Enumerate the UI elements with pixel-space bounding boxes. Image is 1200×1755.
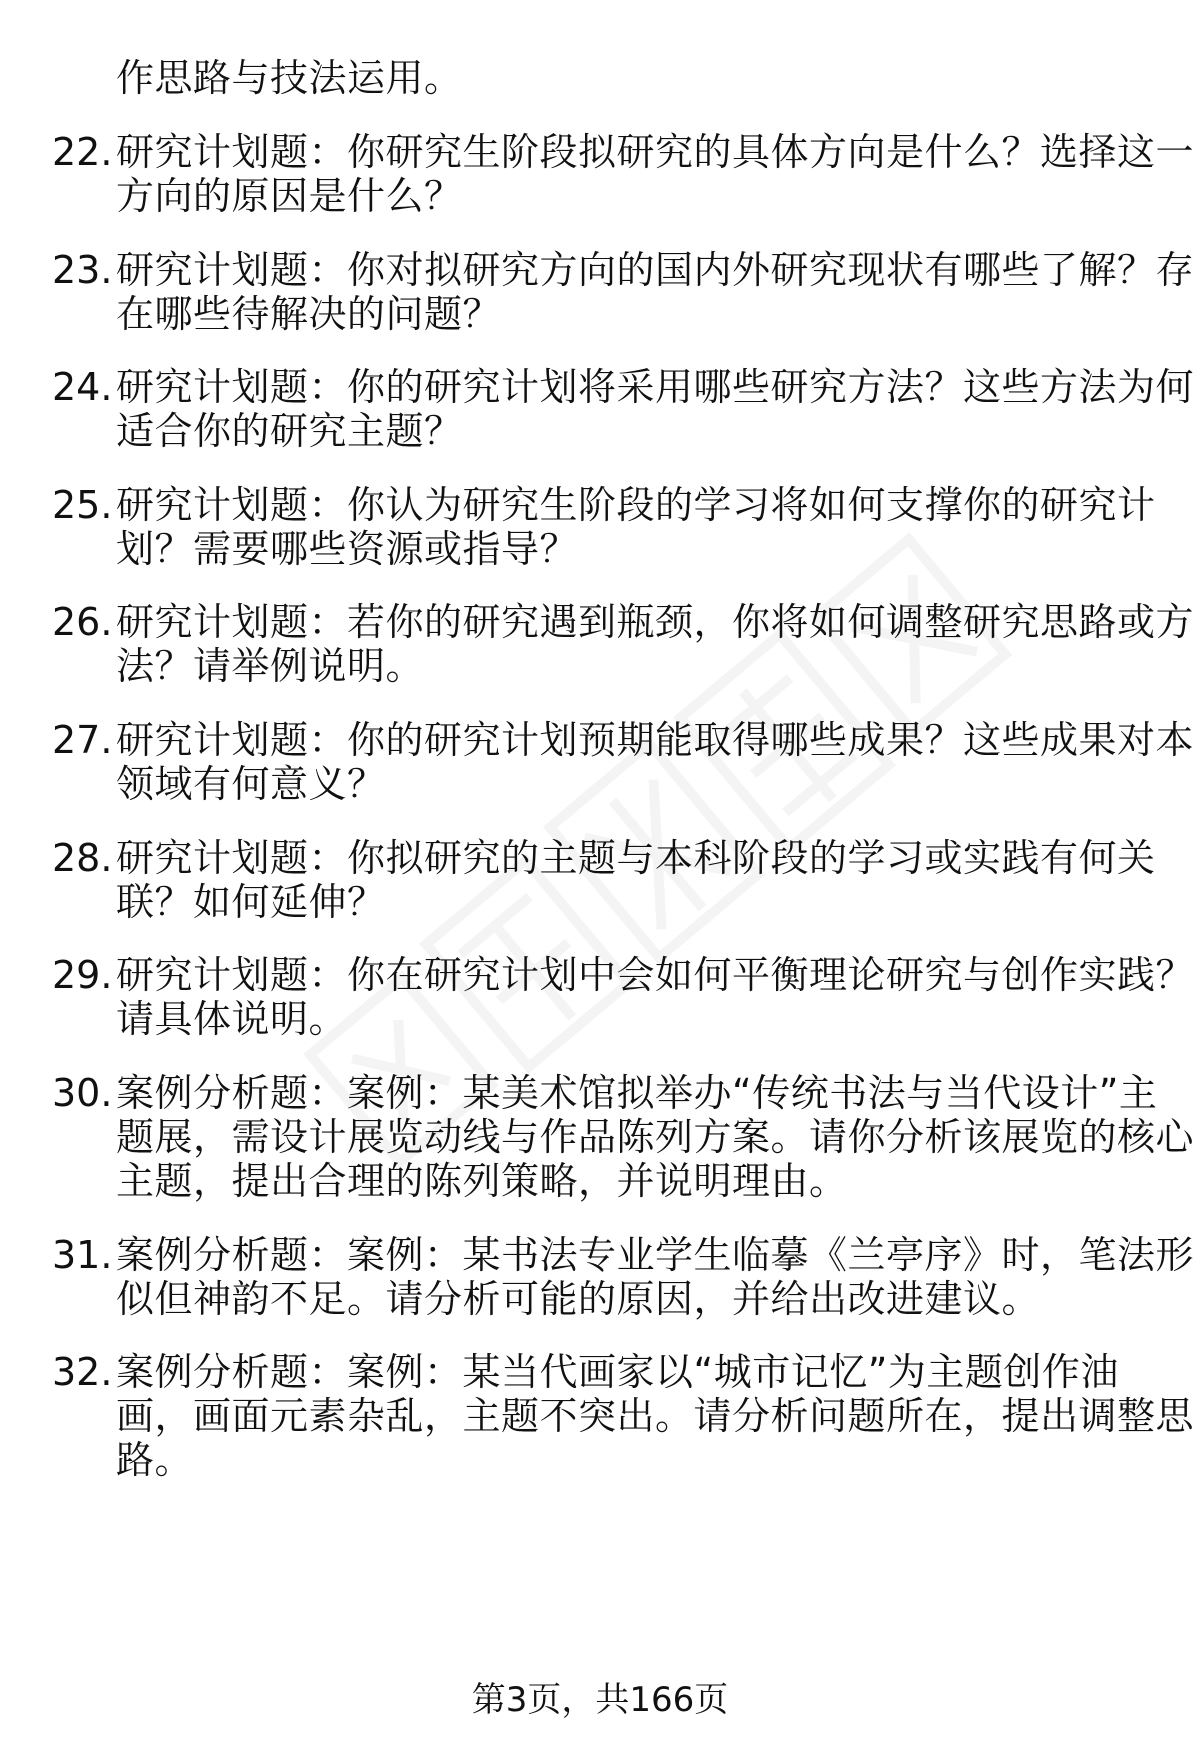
question-line: 案例分析题：案例：某美术馆拟举办“传统书法与当代设计”主 xyxy=(116,1071,1158,1115)
question-number: 22. xyxy=(52,130,113,174)
question-line: 研究计划题：你拟研究的主题与本科阶段的学习或实践有何关 xyxy=(116,836,1156,880)
question-line: 案例分析题：案例：某书法专业学生临摹《兰亭序》时，笔法形 xyxy=(116,1233,1195,1277)
page-number-footer: 第3页，共166页 xyxy=(471,1680,729,1720)
question-line: 路。 xyxy=(116,1438,194,1482)
question-number: 26. xyxy=(52,600,113,644)
question-number: 28. xyxy=(52,836,113,880)
question-number: 31. xyxy=(52,1233,113,1277)
question-line: 主题，提出合理的陈列策略，并说明理由。 xyxy=(116,1159,848,1203)
question-line: 联？如何延伸？ xyxy=(116,880,386,924)
question-line: 题展，需设计展览动线与作品陈列方案。请你分析该展览的核心 xyxy=(116,1115,1195,1159)
question-number: 29. xyxy=(52,953,113,997)
question-line: 研究计划题：你研究生阶段拟研究的具体方向是什么？选择这一 xyxy=(116,130,1195,174)
question-number: 30. xyxy=(52,1071,113,1115)
question-line: 在哪些待解决的问题？ xyxy=(116,292,502,336)
question-line: 研究计划题：你的研究计划将采用哪些研究方法？这些方法为何 xyxy=(116,365,1195,409)
question-line: 划？需要哪些资源或指导？ xyxy=(116,527,579,571)
question-line: 研究计划题：你的研究计划预期能取得哪些成果？这些成果对本 xyxy=(116,718,1195,762)
question-line: 案例分析题：案例：某当代画家以“城市记忆”为主题创作油 xyxy=(116,1350,1119,1394)
question-line: 研究计划题：你在研究计划中会如何平衡理论研究与创作实践？ xyxy=(116,953,1195,997)
question-line: 画，画面元素杂乱，主题不突出。请分析问题所在，提出调整思 xyxy=(116,1394,1195,1438)
question-line: 请具体说明。 xyxy=(116,997,348,1041)
question-number: 25. xyxy=(52,483,113,527)
question-number: 24. xyxy=(52,365,113,409)
question-line: 研究计划题：你对拟研究方向的国内外研究现状有哪些了解？存 xyxy=(116,248,1195,292)
question-number: 27. xyxy=(52,718,113,762)
question-line: 方向的原因是什么？ xyxy=(116,174,463,218)
question-line: 研究计划题：若你的研究遇到瓶颈，你将如何调整研究思路或方 xyxy=(116,600,1195,644)
question-line: 似但神韵不足。请分析可能的原因，并给出改进建议。 xyxy=(116,1277,1041,1321)
question-line: 领域有何意义？ xyxy=(116,762,386,806)
lead-continuation-line: 作思路与技法运用。 xyxy=(116,56,463,100)
question-number: 32. xyxy=(52,1350,113,1394)
question-line: 适合你的研究主题？ xyxy=(116,409,463,453)
question-line: 研究计划题：你认为研究生阶段的学习将如何支撑你的研究计 xyxy=(116,483,1156,527)
question-line: 法？请举例说明。 xyxy=(116,644,425,688)
question-number: 23. xyxy=(52,248,113,292)
